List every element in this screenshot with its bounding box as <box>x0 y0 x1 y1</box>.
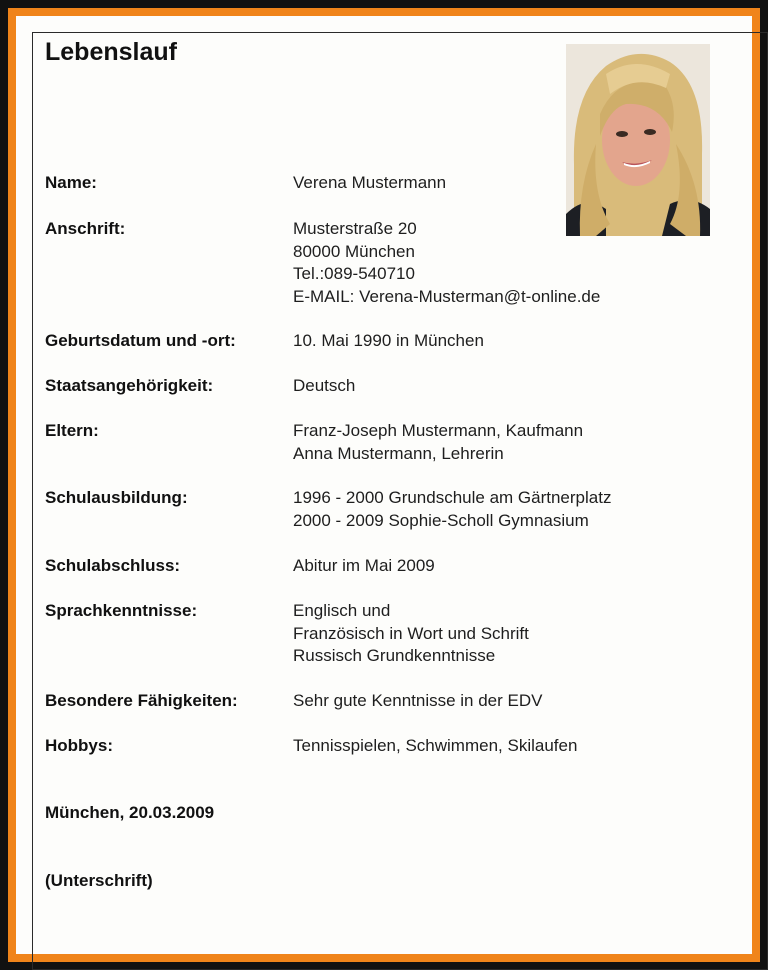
row-label: Name: <box>45 173 97 192</box>
place-date: München, 20.03.2009 <box>45 803 215 822</box>
row-value-line: Tennisspielen, Schwimmen, Skilaufen <box>293 736 578 755</box>
row-value-line: 80000 München <box>293 241 415 261</box>
row-label: Schulausbildung: <box>45 488 188 507</box>
row-value-line: Englisch und <box>293 601 391 620</box>
row-value-line: Deutsch <box>293 376 356 395</box>
row-values <box>293 330 484 353</box>
row-value-line: Russisch Grundkenntnisse <box>293 646 496 665</box>
row-label: Besondere Fähigkeiten: <box>45 691 238 710</box>
row-value-line: Abitur im Mai 2009 <box>293 556 435 575</box>
row-value-line: Franz-Joseph Mustermann, Kaufmann <box>293 421 584 440</box>
row-value-line: 10. Mai 1990 in München <box>293 331 484 350</box>
row-value-line: Musterstraße 20 <box>293 219 417 238</box>
row-values <box>293 218 600 308</box>
page-title: Lebenslauf <box>45 38 177 66</box>
row-label: Sprachkenntnisse: <box>45 601 198 620</box>
row-value-line: Französisch in Wort und Schrift <box>293 623 529 643</box>
row-values <box>293 487 611 532</box>
row-label: Geburtsdatum und -ort: <box>45 331 236 350</box>
row-label: Anschrift: <box>45 219 126 238</box>
row-label: Hobbys: <box>45 736 113 755</box>
row-value-line: 2000 - 2009 Sophie-Scholl Gymnasium <box>293 510 589 530</box>
row-value-line: Tel.:089-540710 <box>293 264 415 283</box>
row-value-line: 1996 - 2000 Grundschule am Gärtnerplatz <box>293 488 612 507</box>
row-label: Staatsangehörigkeit: <box>45 376 214 395</box>
row-value-line: Verena Mustermann <box>293 173 447 192</box>
row-value-line: Sehr gute Kenntnisse in der EDV <box>293 691 543 710</box>
row-values <box>293 420 583 465</box>
row-values <box>293 600 529 668</box>
portrait-photo <box>566 44 710 236</box>
row-values <box>293 690 542 713</box>
row-values <box>293 172 446 195</box>
row-value-line: E-MAIL: Verena-Musterman@t-online.de <box>293 286 601 306</box>
row-label: Eltern: <box>45 421 99 440</box>
row-values <box>293 735 577 758</box>
signature-line: (Unterschrift) <box>45 871 153 890</box>
portrait-icon <box>566 44 710 236</box>
row-value-line: Anna Mustermann, Lehrerin <box>293 443 504 463</box>
row-values <box>293 555 435 578</box>
row-label: Schulabschluss: <box>45 556 181 575</box>
row-values <box>293 375 355 398</box>
